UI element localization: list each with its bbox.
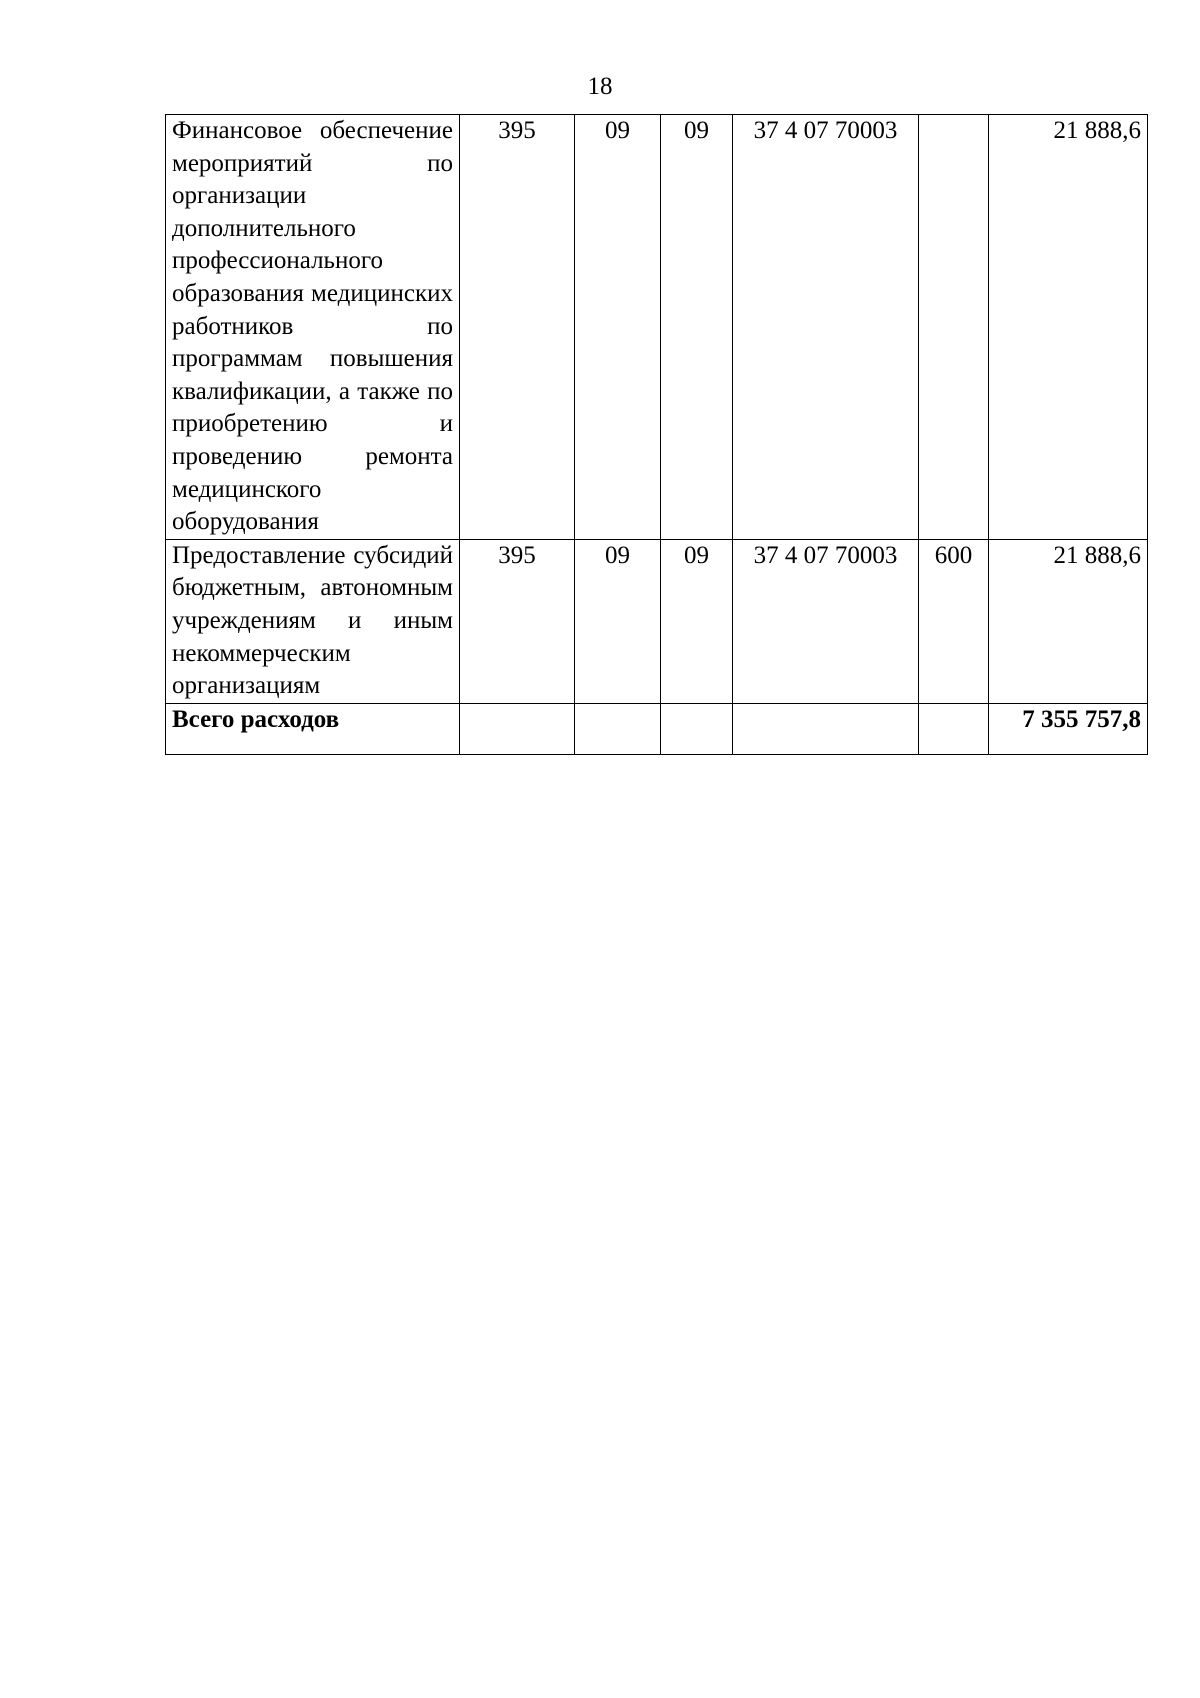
row-target-article-code: 37 4 07 70003 (733, 539, 919, 703)
row-target-article-code: 37 4 07 70003 (733, 115, 919, 540)
table-row (166, 115, 1148, 540)
row-subsection-code: 09 (661, 115, 733, 540)
empty-cell (919, 703, 989, 754)
row-grbs-code: 395 (460, 539, 575, 703)
row-description: Предоставление субсидий бюджетным, автономным учреждениям и иным некоммерческим организациям (166, 539, 460, 703)
empty-cell (460, 703, 575, 754)
total-label: Всего расходов (166, 703, 460, 754)
empty-cell (733, 703, 919, 754)
empty-cell (661, 703, 733, 754)
row-subsection-code: 09 (661, 539, 733, 703)
row-sum: 21 888,6 (989, 115, 1148, 540)
total-sum: 7 355 757,8 (989, 703, 1148, 754)
row-grbs-code: 395 (460, 115, 575, 540)
table-row (166, 539, 1148, 703)
row-expense-type-code: 600 (919, 539, 989, 703)
row-sum: 21 888,6 (989, 539, 1148, 703)
row-description: Финансовое обеспечение мероприятий по организации дополнительного профессионального образования медицинских работников по программам повышения квалификации, а также по приобретению и проведению ремонта медицинского оборудования (166, 115, 460, 540)
empty-cell (575, 703, 661, 754)
total-row (166, 703, 1148, 754)
budget-table (165, 114, 1148, 755)
row-section-code: 09 (575, 539, 661, 703)
row-section-code: 09 (575, 115, 661, 540)
page-number: 18 (587, 73, 613, 100)
row-expense-type-code (919, 115, 989, 540)
